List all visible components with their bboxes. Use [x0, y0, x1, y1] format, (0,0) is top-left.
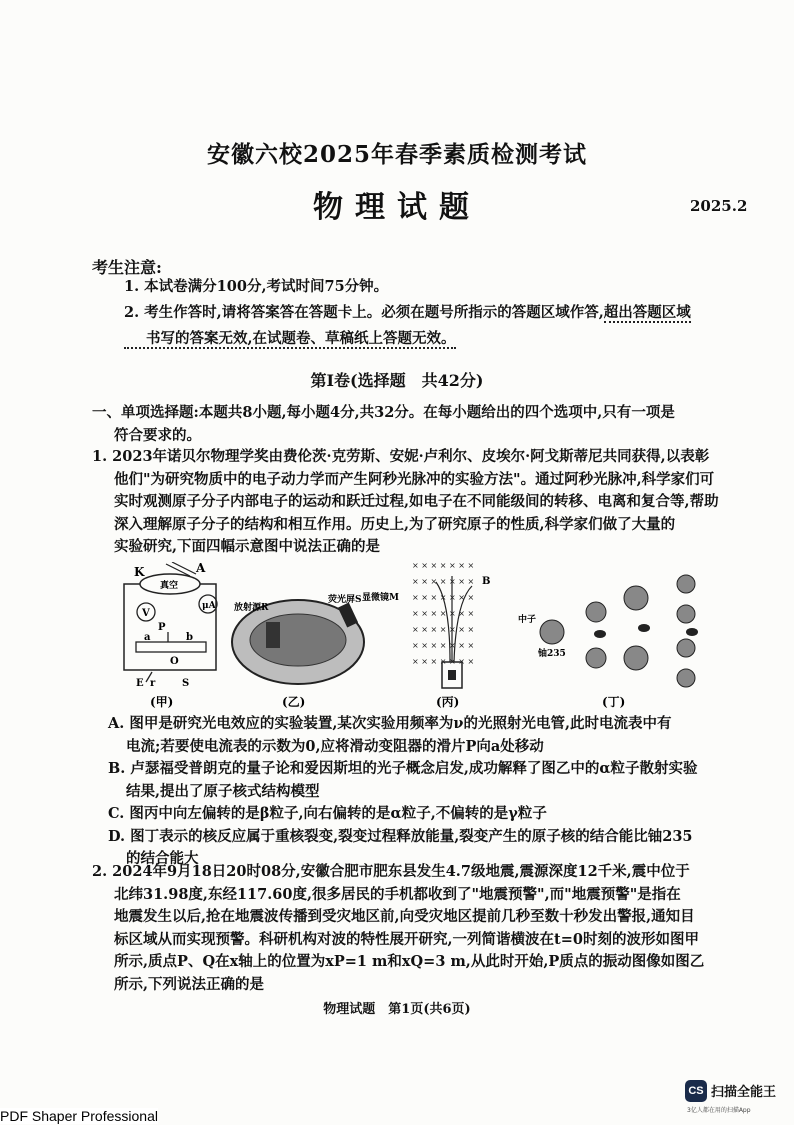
- figure-jia-label: (甲): [150, 695, 174, 709]
- label-a-end: a: [144, 632, 151, 643]
- svg-text:× × × × × × ×: × × × × × × ×: [412, 577, 475, 586]
- pdf-producer-label: PDF Shaper Professional: [0, 1108, 158, 1124]
- option-b-line-2: 结果,提出了原子核式结构模型: [126, 782, 320, 800]
- school-title: 安徽六校2025年春季素质检测考试: [206, 141, 587, 168]
- q2-line-3: 地震发生以后,抢在地震波传播到受灾地区前,向受灾地区提前几秒至数十秒发出警报,通知目: [114, 908, 695, 925]
- subject-title: 物理试题: [313, 190, 481, 225]
- part1-line-2: 符合要求的。: [114, 426, 201, 444]
- q1-line-3: 实时观测原子分子内部电子的运动和跃迁过程,如电子在不同能级间的转移、电离和复合等,帮助: [114, 493, 719, 510]
- question-1-options: [108, 713, 744, 871]
- label-voltmeter: V: [142, 608, 150, 619]
- notice-item-2-text-a: 2. 考生作答时,请将答案答在答题卡上。必须在题号所指示的答题区域作答,: [124, 304, 604, 321]
- figure-bing-field: [412, 562, 490, 709]
- scanner-watermark: [685, 1078, 793, 1118]
- q1-line-4: 深入理解原子分子的结构和相互作用。历史上,为了研究原子的性质,科学家们做了大量的: [114, 515, 676, 533]
- q1-line-5: 实验研究,下面四幅示意图中说法正确的是: [114, 538, 381, 555]
- svg-text:× × × × × × ×: × × × × × × ×: [412, 657, 475, 666]
- notice-item-2: [124, 300, 744, 352]
- scanner-subtitle: 3亿人都在用的扫描App: [687, 1107, 751, 1114]
- svg-text:× × × × × × ×: × × × × × × ×: [412, 641, 475, 650]
- option-a-line-2: 电流;若要使电流表的示数为0,应将滑动变阻器的滑片P向a处移动: [126, 737, 544, 755]
- label-a: A: [196, 562, 206, 575]
- q2-line-5: 所示,质点P、Q在x轴上的位置为xP=1 m和xQ=3 m,从此时开始,P质点的振动图像如图乙: [114, 953, 705, 970]
- q1-line-2: 他们"为研究物质中的电子动力学而产生阿秒光脉冲的实验方法"。通过阿秒光脉冲,科学家们可: [114, 470, 715, 488]
- notice-item-1: 1. 本试卷满分100分,考试时间75分钟。: [124, 278, 389, 295]
- label-b-field: B: [482, 576, 491, 587]
- part1-instructions: [92, 402, 742, 447]
- label-microamp: μA: [202, 601, 216, 611]
- svg-text:× × × × × × ×: × × × × × × ×: [412, 609, 475, 618]
- label-b-end: b: [186, 632, 193, 643]
- label-vacuum: 真空: [160, 581, 179, 591]
- notice-item-2-emphasis: 超出答题区域: [603, 304, 691, 321]
- label-s: S: [182, 678, 190, 689]
- option-d-line-2: 的结合能大: [126, 850, 199, 867]
- label-k: K: [134, 565, 145, 579]
- figure-yi-label: (乙): [282, 695, 306, 709]
- section-title: 第Ⅰ卷(选择题 共42分): [310, 371, 484, 390]
- q1-line-1: 1. 2023年诺贝尔物理学奖由费伦茨·克劳斯、安妮·卢利尔、皮埃尔·阿戈斯蒂尼共同获得,以表彰: [92, 448, 710, 465]
- option-a-line-1: A. 图甲是研究光电效应的实验装置,某次实验用频率为ν的光照射光电管,此时电流表中有: [108, 715, 672, 732]
- q2-line-4: 标区域从而实现预警。科研机构对波的特性展开研究,一列简谐横波在t=0时刻的波形如图甲: [114, 930, 699, 948]
- figure-ding-fission: [518, 575, 698, 709]
- q2-line-1: 2. 2024年9月18日20时08分,安徽合肥市肥东县发生4.7级地震,震源深度12千米,震中位于: [92, 863, 690, 880]
- notice-item-2-text-c: 书写的答案无效,在试题卷、草稿纸上答题无效。: [124, 330, 456, 349]
- scanner-logo-icon: CS: [685, 1080, 707, 1102]
- q2-line-2: 北纬31.98度,东经117.60度,很多居民的手机都收到了"地震预警",而"地震预警"是指在: [114, 885, 681, 903]
- label-source: 放射源R: [234, 603, 269, 613]
- svg-text:× × × × × × ×: × × × × × × ×: [412, 593, 475, 602]
- option-b-line-1: B. 卢瑟福受普朗克的量子论和爱因斯坦的光子概念启发,成功解释了图乙中的α粒子散射实验: [108, 760, 698, 777]
- part1-line-1: 一、单项选择题:本题共8小题,每小题4分,共32分。在每小题给出的四个选项中,只有一项是: [92, 404, 675, 421]
- figure-jia-circuit: [124, 562, 217, 709]
- question-1-stem: [92, 446, 742, 559]
- svg-text:× × × × × × ×: × × × × × × ×: [412, 562, 475, 570]
- question-2-stem: [92, 861, 742, 996]
- svg-text:× × × × × × ×: × × × × × × ×: [412, 625, 475, 634]
- option-c-line-1: C. 图丙中向左偏转的是β粒子,向右偏转的是α粒子,不偏转的是γ粒子: [108, 805, 547, 822]
- label-uranium: 铀235: [538, 649, 566, 659]
- page-footer: 物理试题 第1页(共6页): [323, 1002, 471, 1017]
- label-microscope: 显微镜M: [362, 593, 399, 603]
- exam-date: 2025.2: [690, 197, 748, 215]
- label-p: P: [158, 622, 166, 633]
- scanner-name: 扫描全能王: [711, 1085, 777, 1100]
- notice-heading: 考生注意:: [92, 258, 162, 277]
- option-d-line-1: D. 图丁表示的核反应属于重核裂变,裂变过程释放能量,裂变产生的原子核的结合能比铀235: [108, 827, 693, 845]
- figure-bing-label: (丙): [436, 695, 460, 709]
- label-neutron: 中子: [518, 615, 537, 625]
- q2-line-6: 所示,下列说法正确的是: [114, 975, 265, 993]
- label-e: E: [136, 678, 144, 689]
- question-1-figures: [106, 562, 746, 712]
- label-r: r: [150, 678, 156, 689]
- figure-yi-apparatus: [232, 591, 399, 709]
- label-screen: 荧光屏S: [328, 595, 362, 605]
- figure-ding-label: (丁): [602, 695, 626, 709]
- label-o: O: [170, 656, 179, 667]
